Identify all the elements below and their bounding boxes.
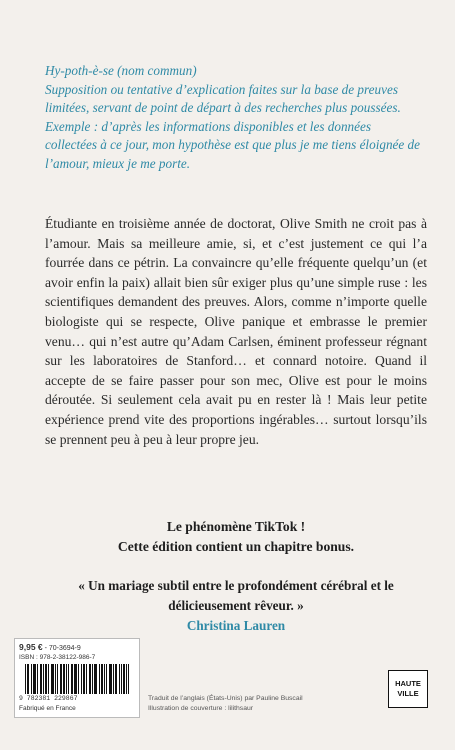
price-row bbox=[19, 642, 81, 652]
barcode-bar bbox=[40, 664, 41, 694]
made-in-label: Fabriqué en France bbox=[19, 705, 76, 712]
logo-line-1: HAUTE bbox=[395, 679, 421, 688]
barcode-bar bbox=[81, 664, 82, 694]
barcode-bar bbox=[53, 664, 54, 694]
barcode-bar bbox=[46, 664, 47, 694]
translation-credit: Traduit de l’anglais (États-Unis) par Pauline Buscail bbox=[148, 695, 303, 702]
book-summary bbox=[45, 214, 427, 449]
barcode-bar bbox=[89, 664, 90, 694]
barcode-bar bbox=[51, 664, 52, 694]
barcode-bar bbox=[78, 664, 79, 694]
illustration-credit: Illustration de couverture : lilithsaur bbox=[148, 705, 254, 712]
barcode-bar bbox=[68, 664, 69, 694]
logo-line-2: VILLE bbox=[397, 689, 419, 698]
promo-block bbox=[45, 517, 427, 557]
barcode-bar bbox=[92, 664, 93, 694]
barcode-bar bbox=[119, 664, 120, 694]
barcode-bar bbox=[128, 664, 129, 694]
price: 9,95 € bbox=[19, 642, 43, 652]
barcode-bar bbox=[83, 664, 84, 694]
barcode-bar bbox=[76, 664, 77, 694]
barcode-bar bbox=[61, 664, 62, 694]
barcode-bar bbox=[52, 664, 53, 694]
barcode-bar bbox=[35, 664, 36, 694]
barcode-bar bbox=[126, 664, 127, 694]
barcode-bar bbox=[106, 664, 107, 694]
barcode-bar bbox=[60, 664, 61, 694]
barcode-bar bbox=[109, 664, 110, 694]
barcode-bar bbox=[90, 664, 91, 694]
credits-block bbox=[148, 694, 378, 714]
definition-block bbox=[45, 62, 425, 173]
barcode-bar bbox=[72, 664, 73, 694]
barcode-bar bbox=[28, 664, 29, 694]
barcode-bar bbox=[113, 664, 114, 694]
summary-text: Étudiante en troisième année de doctorat, Olive Smith ne croit pas à l’amour. Mais sa meilleure amie, si, et c’est justement ce qui l’a fourrée dans ce pétrin. La convaincre qu’elle fréquente quelqu’un (et avoir enfin la paix) allait bien sûr exiger plus qu’une simple ruse : les scientifiques demandent des preuves. Alors, comme n’importe quelle biologiste qui se respecte, Olive panique et embrasse le premier venu… qui n’est autre qu’Adam Carlsen, éminent professeur régnant sur les laboratoires de Stanford… et connard notoire. Quand il accepte de se faire passer pour son mec, Olive est pour le moins déroutée. Si seulement cela avait pu en rester là ! Mais leur petite expérience prend vite des proportions ingérables… surtout lorsqu’ils se prennent peu à peu à leur propre jeu. bbox=[45, 216, 427, 447]
definition-meaning: Supposition ou tentative d’explication faites sur la base de preuves limitées, servant de point de départ à des recherches plus poussées. bbox=[45, 81, 401, 115]
barcode-bar bbox=[121, 664, 122, 694]
barcode-bar bbox=[110, 664, 111, 694]
barcode-icon bbox=[25, 664, 129, 694]
barcode-bar bbox=[123, 664, 124, 694]
barcode-bar bbox=[101, 664, 102, 694]
product-code: - 70-3694-9 bbox=[44, 645, 81, 652]
barcode-bar bbox=[95, 664, 96, 694]
barcode-bar bbox=[116, 664, 117, 694]
quote-text: « Un mariage subtil entre le profondément cérébral et le délicieusement rêveur. » bbox=[78, 578, 394, 613]
barcode-bar bbox=[57, 664, 58, 694]
barcode-bar bbox=[41, 664, 42, 694]
barcode-bar bbox=[94, 664, 95, 694]
barcode-box bbox=[14, 638, 140, 718]
barcode-bar bbox=[96, 664, 97, 694]
barcode-bar bbox=[27, 664, 28, 694]
barcode-bar bbox=[66, 664, 67, 694]
barcode-bar bbox=[102, 664, 103, 694]
isbn: ISBN : 978-2-38122-986-7 bbox=[19, 654, 96, 661]
quote-author: Christina Lauren bbox=[186, 618, 286, 633]
barcode-bar bbox=[31, 664, 32, 694]
barcode-bar bbox=[34, 664, 35, 694]
barcode-bar bbox=[75, 664, 76, 694]
definition-example: Exemple : d’après les informations disponibles et les données collectées à ce jour, mon hypothèse est que plus je me tiens éloignée de l’amour, mieux je me porte. bbox=[45, 118, 420, 171]
barcode-bar bbox=[63, 664, 64, 694]
review-quote bbox=[45, 576, 427, 636]
publisher-logo bbox=[388, 670, 428, 708]
barcode-bar bbox=[71, 664, 72, 694]
barcode-bar bbox=[84, 664, 85, 694]
barcode-bar bbox=[74, 664, 75, 694]
barcode-bar bbox=[115, 664, 116, 694]
barcode-bar bbox=[124, 664, 125, 694]
barcode-bar bbox=[64, 664, 65, 694]
barcode-bar bbox=[99, 664, 100, 694]
barcode-bar bbox=[48, 664, 49, 694]
barcode-bar bbox=[43, 664, 44, 694]
definition-term: Hy-poth-è-se (nom commun) bbox=[45, 63, 197, 78]
barcode-bar bbox=[45, 664, 46, 694]
promo-line-1: Le phénomène TikTok ! bbox=[166, 519, 306, 534]
promo-line-2: Cette édition contient un chapitre bonus. bbox=[117, 539, 355, 554]
barcode-bar bbox=[25, 664, 26, 694]
barcode-bar bbox=[111, 664, 112, 694]
barcode-bar bbox=[86, 664, 87, 694]
barcode-bar bbox=[37, 664, 38, 694]
barcode-bar bbox=[55, 664, 56, 694]
barcode-bar bbox=[104, 664, 105, 694]
ean-number: 9 782381 229867 bbox=[19, 695, 78, 702]
barcode-bar bbox=[33, 664, 34, 694]
